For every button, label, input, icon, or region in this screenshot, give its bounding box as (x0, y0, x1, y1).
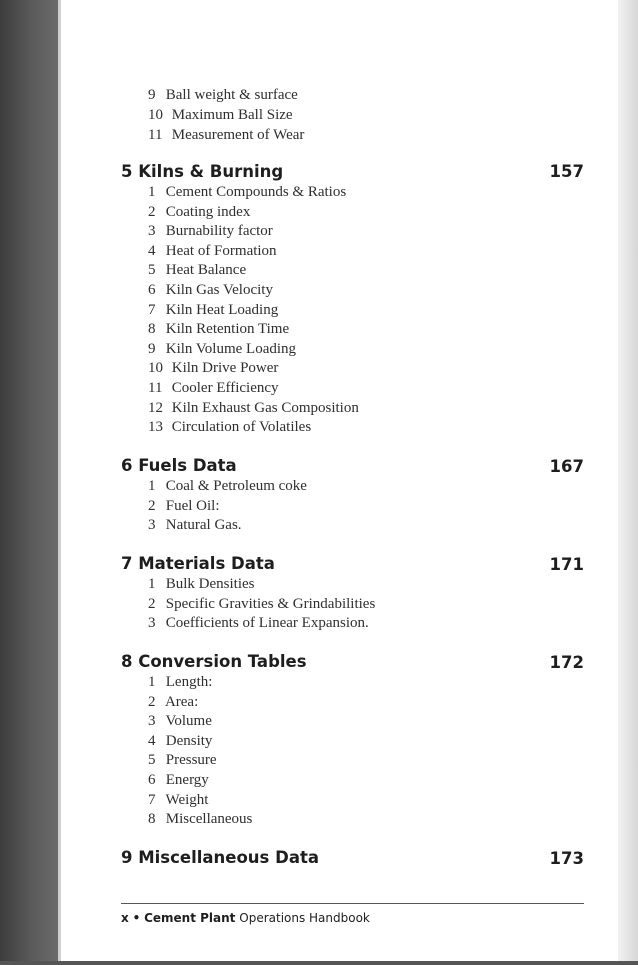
toc-item: 2 Fuel Oil: (148, 498, 220, 514)
toc-item: 6 Kiln Gas Velocity (148, 282, 273, 298)
toc-item: 9 Ball weight & surface (148, 87, 298, 103)
toc-item: 1 Bulk Densities (148, 576, 255, 592)
section-page-number: 167 (549, 457, 584, 476)
toc-item: 6 Energy (148, 772, 209, 788)
toc-item: 1 Length: (148, 674, 213, 690)
folio: x (121, 911, 129, 925)
toc-item: 10 Kiln Drive Power (148, 360, 279, 376)
toc-item: 4 Heat of Formation (148, 243, 277, 259)
toc-item: 1 Coal & Petroleum coke (148, 478, 307, 494)
toc-item: 4 Density (148, 733, 213, 749)
toc-item: 8 Kiln Retention Time (148, 321, 290, 337)
toc-item: 10 Maximum Ball Size (148, 107, 293, 123)
toc-item: 3 Volume (148, 713, 212, 729)
section-title: 9 Miscellaneous Data (121, 848, 319, 867)
section-page-number: 171 (549, 555, 584, 574)
toc-item: 2 Coating index (148, 204, 251, 220)
section-page-number: 157 (549, 162, 584, 181)
toc-item: 11 Measurement of Wear (148, 127, 305, 143)
section-title: 5 Kilns & Burning (121, 162, 284, 181)
toc-item: 2 Area: (148, 694, 199, 710)
toc-item: 13 Circulation of Volatiles (148, 419, 312, 435)
section-title: 6 Fuels Data (121, 456, 237, 475)
toc-item: 2 Specific Gravities & Grindabilities (148, 596, 376, 612)
footer-bullet: • (132, 911, 141, 925)
book-title-bold: Cement Plant (144, 911, 236, 925)
footer-rule (121, 903, 584, 904)
toc-item: 5 Pressure (148, 752, 217, 768)
toc-item: 3 Natural Gas. (148, 517, 242, 533)
section-page-number: 172 (549, 653, 584, 672)
page-footer (121, 911, 370, 926)
toc-item: 8 Miscellaneous (148, 811, 253, 827)
toc-item: 5 Heat Balance (148, 262, 247, 278)
toc-item: 11 Cooler Efficiency (148, 380, 279, 396)
book-title-rest: Operations Handbook (239, 911, 370, 925)
toc-item: 9 Kiln Volume Loading (148, 341, 297, 357)
section-title: 8 Conversion Tables (121, 652, 307, 671)
toc-item: 1 Cement Compounds & Ratios (148, 184, 347, 200)
section-page-number: 173 (549, 849, 584, 868)
section-title: 7 Materials Data (121, 554, 275, 573)
toc-item: 7 Weight (148, 792, 209, 808)
toc-item: 12 Kiln Exhaust Gas Composition (148, 400, 359, 416)
toc-item: 3 Burnability factor (148, 223, 273, 239)
toc-item: 7 Kiln Heat Loading (148, 302, 279, 318)
toc-item: 3 Coefficients of Linear Expansion. (148, 615, 369, 631)
